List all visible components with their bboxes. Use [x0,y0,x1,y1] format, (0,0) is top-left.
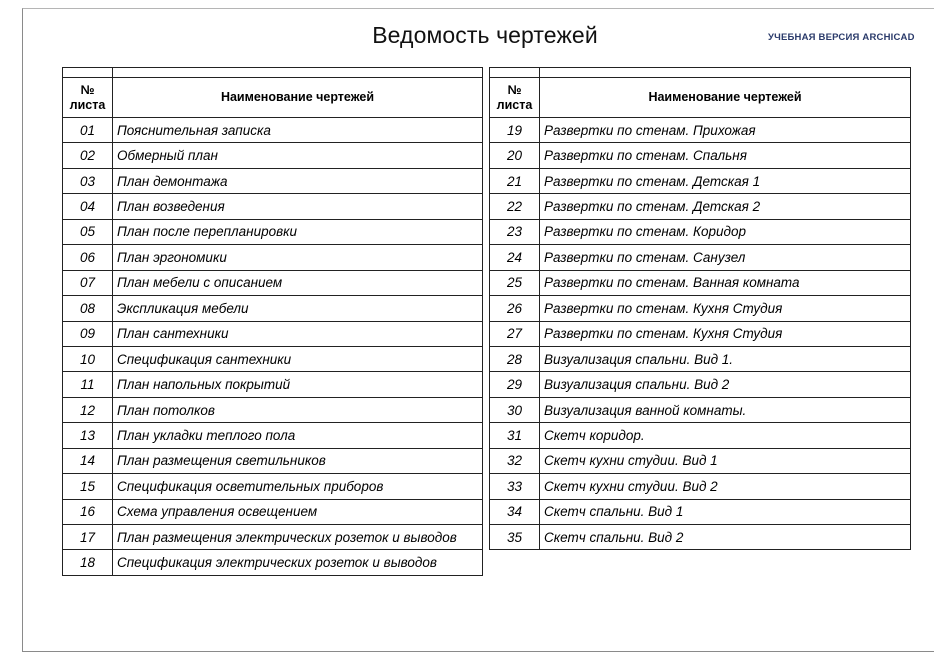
drawing-name-cell: План потолков [113,397,483,422]
drawing-name-cell: Развертки по стенам. Прихожая [540,118,911,143]
sheet-number-cell: 12 [63,397,113,422]
drawing-name-cell: Спецификация осветительных приборов [113,474,483,499]
sheet-number-cell: 25 [490,270,540,295]
table-row [63,321,483,346]
table-row [490,168,911,193]
table-row [490,118,911,143]
sheet-number-cell: 31 [490,423,540,448]
drawing-name-cell: Обмерный план [113,143,483,168]
drawing-name-cell: План размещения электрических розеток и выводов [113,525,483,550]
table-row [490,499,911,524]
sheet-number-cell: 34 [490,499,540,524]
header-drawing-name: Наименование чертежей [540,78,911,118]
sheet-number-cell: 27 [490,321,540,346]
table-row [63,448,483,473]
sheet-number-cell: 30 [490,397,540,422]
sheet-number-cell: 17 [63,525,113,550]
sheet-number-cell: 18 [63,550,113,575]
drawing-name-cell: Скетч спальни. Вид 2 [540,525,911,550]
table-top-spacer [490,68,911,78]
sheet-number-cell: 15 [63,474,113,499]
table-header-row [63,78,483,118]
sheet-number-cell: 06 [63,245,113,270]
drawing-name-cell: Пояснительная записка [113,118,483,143]
header-num-line2: листа [69,97,106,112]
drawing-name-cell: План после перепланировки [113,219,483,244]
drawing-name-cell: Экспликация мебели [113,296,483,321]
sheet-number-cell: 26 [490,296,540,321]
table-row [63,194,483,219]
drawing-name-cell: Развертки по стенам. Детская 1 [540,168,911,193]
sheet-number-cell: 22 [490,194,540,219]
watermark-label: УЧЕБНАЯ ВЕРСИЯ ARCHICAD [768,32,915,43]
sheet-number-cell: 28 [490,346,540,371]
table-row [63,474,483,499]
table-row [63,499,483,524]
table-row [63,219,483,244]
table-top-spacer [63,68,483,78]
drawing-name-cell: Развертки по стенам. Ванная комната [540,270,911,295]
table-header-row [490,78,911,118]
table-row [63,525,483,550]
sheet-number-cell: 10 [63,346,113,371]
table-row [490,346,911,371]
table-row [63,118,483,143]
sheet-number-cell: 09 [63,321,113,346]
sheet-number-cell: 35 [490,525,540,550]
page-title: Ведомость чертежей [372,22,598,48]
drawing-name-cell: Развертки по стенам. Кухня Студия [540,296,911,321]
table-row [490,194,911,219]
drawing-name-cell: Скетч спальни. Вид 1 [540,499,911,524]
drawing-name-cell: Развертки по стенам. Кухня Студия [540,321,911,346]
drawing-name-cell: Визуализация спальни. Вид 2 [540,372,911,397]
sheet-number-cell: 24 [490,245,540,270]
sheet-number-cell: 16 [63,499,113,524]
sheet-number-cell: 05 [63,219,113,244]
sheet-number-cell: 23 [490,219,540,244]
sheet-number-cell: 02 [63,143,113,168]
sheet-number-cell: 08 [63,296,113,321]
drawings-table-right [489,67,911,550]
drawing-name-cell: План мебели с описанием [113,270,483,295]
sheet-number-cell: 13 [63,423,113,448]
header-num-line2: листа [496,97,533,112]
sheet-number-cell: 14 [63,448,113,473]
drawing-name-cell: Развертки по стенам. Санузел [540,245,911,270]
table-row [490,143,911,168]
drawing-name-cell: Скетч коридор. [540,423,911,448]
table-row [63,245,483,270]
drawing-name-cell: План напольных покрытий [113,372,483,397]
drawing-name-cell: Развертки по стенам. Спальня [540,143,911,168]
sheet-number-cell: 29 [490,372,540,397]
table-row [63,270,483,295]
table-row [490,245,911,270]
sheet-number-cell: 19 [490,118,540,143]
table-row [490,525,911,550]
drawing-name-cell: Развертки по стенам. Детская 2 [540,194,911,219]
table-row [490,321,911,346]
drawings-table-left [62,67,483,576]
drawing-name-cell: План размещения светильников [113,448,483,473]
drawing-name-cell: Скетч кухни студии. Вид 1 [540,448,911,473]
sheet-number-cell: 03 [63,168,113,193]
drawing-name-cell: Спецификация сантехники [113,346,483,371]
sheet-number-cell: 20 [490,143,540,168]
drawing-name-cell: Схема управления освещением [113,499,483,524]
header-num-line1: № [80,82,95,97]
header-num-line1: № [507,82,522,97]
table-row [63,143,483,168]
drawing-name-cell: Визуализация ванной комнаты. [540,397,911,422]
table-row [490,474,911,499]
sheet-number-cell: 01 [63,118,113,143]
drawing-name-cell: План возведения [113,194,483,219]
drawing-name-cell: План эргономики [113,245,483,270]
drawing-name-cell: Скетч кухни студии. Вид 2 [540,474,911,499]
table-row [63,397,483,422]
table-row [63,296,483,321]
drawing-name-cell: Развертки по стенам. Коридор [540,219,911,244]
sheet-number-cell: 32 [490,448,540,473]
drawing-name-cell: План демонтажа [113,168,483,193]
table-row [63,168,483,193]
table-row [490,397,911,422]
table-row [490,219,911,244]
table-row [63,372,483,397]
drawing-name-cell: План укладки теплого пола [113,423,483,448]
sheet-number-cell: 33 [490,474,540,499]
table-row [490,448,911,473]
table-row [490,372,911,397]
table-row [63,346,483,371]
sheet-number-cell: 21 [490,168,540,193]
sheet-number-cell: 07 [63,270,113,295]
table-row [63,423,483,448]
table-row [490,270,911,295]
table-row [490,423,911,448]
header-sheet-number [490,78,540,118]
sheet-number-cell: 04 [63,194,113,219]
drawing-name-cell: Визуализация спальни. Вид 1. [540,346,911,371]
table-row [63,550,483,575]
header-sheet-number [63,78,113,118]
table-row [490,296,911,321]
sheet-number-cell: 11 [63,372,113,397]
header-drawing-name: Наименование чертежей [113,78,483,118]
drawing-name-cell: Спецификация электрических розеток и выводов [113,550,483,575]
drawing-name-cell: План сантехники [113,321,483,346]
